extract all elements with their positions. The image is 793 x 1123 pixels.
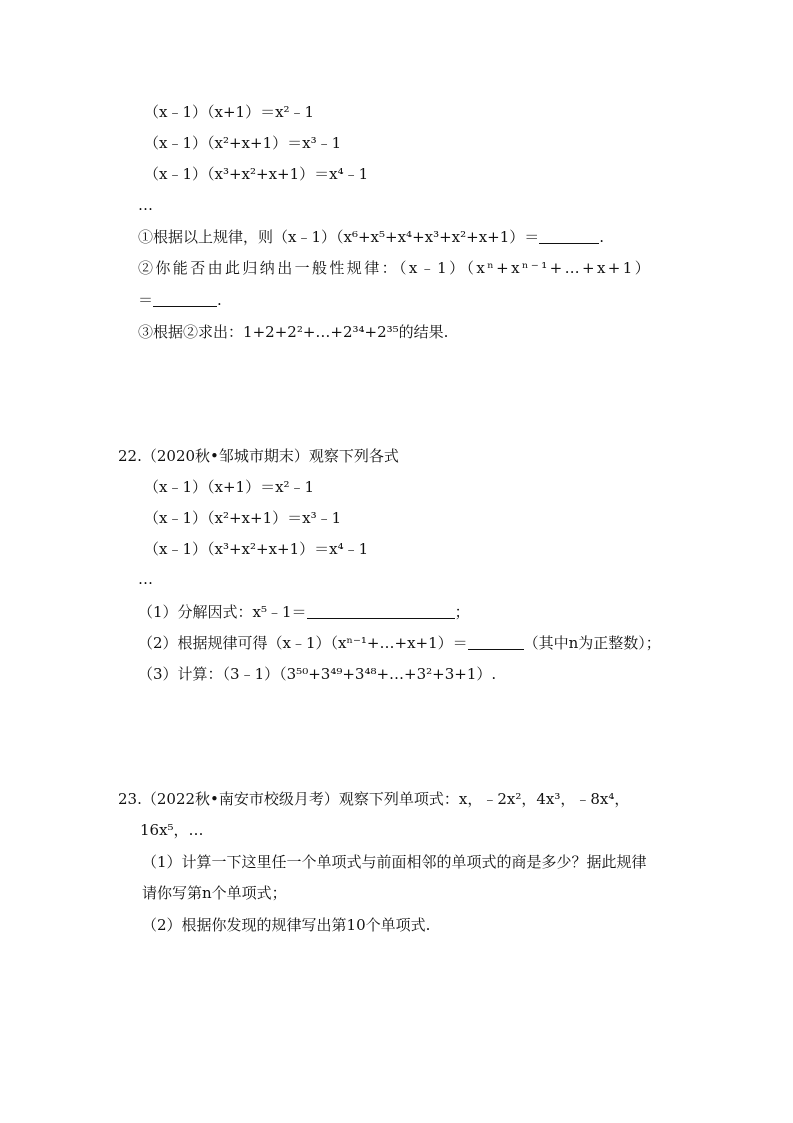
circled-number-1: ①	[138, 228, 154, 246]
semicolon: ；	[454, 603, 470, 621]
equals-sign: ＝	[138, 291, 154, 309]
circled-number-3: ③	[138, 323, 154, 341]
answer-blank	[468, 635, 524, 650]
problem-number: 23.	[118, 790, 142, 808]
sub-question-1: （1）计算一下这里任一个单项式与前面相邻的单项式的商是多少？据此规律	[142, 853, 647, 871]
problem-stem-continued: 16x⁵，…	[140, 821, 204, 839]
answer-blank	[307, 604, 455, 619]
question-3	[138, 322, 448, 342]
problem-stem: 观察下列各式	[308, 447, 399, 465]
eq-line-2: （x﹣1）（x²+x+1）＝x³﹣1	[144, 509, 342, 527]
period: .	[599, 228, 605, 246]
problem-number: 22.	[118, 447, 142, 465]
answer-blank	[539, 229, 599, 244]
sub-question-1-text: （1）分解因式：x⁵﹣1＝	[138, 603, 307, 621]
problem-stem: 观察下列单项式：x，﹣2x²，4x³，﹣8x⁴，	[338, 790, 630, 808]
question-1	[138, 227, 604, 247]
sub-question-2: （2）根据你发现的规律写出第10个单项式.	[142, 916, 431, 934]
ellipsis: …	[138, 570, 153, 588]
question-2-continued	[138, 290, 222, 310]
question-3-text-b: 求出：1+2+2²+…+2³⁴+2³⁵的结果.	[198, 323, 449, 341]
period: .	[217, 291, 222, 309]
problem-22-header	[118, 446, 399, 466]
answer-blank	[153, 292, 217, 307]
sub-question-2	[138, 633, 661, 653]
circled-number-ref: ②	[183, 323, 199, 341]
sub-question-3: （3）计算：（3﹣1）（3⁵⁰+3⁴⁹+3⁴⁸+…+3²+3+1）.	[138, 665, 497, 683]
problem-23-header	[118, 789, 629, 809]
problem-source: （2020秋•邹城市期末）	[141, 447, 309, 465]
eq-line-3: （x﹣1）（x³+x²+x+1）＝x⁴﹣1	[144, 540, 369, 558]
ellipsis: …	[138, 196, 153, 214]
sub-question-2-note: （其中n为正整数）；	[523, 634, 661, 652]
eq-line-1: （x﹣1）（x+1）＝x²﹣1	[144, 103, 315, 121]
question-2	[138, 258, 652, 278]
question-2-text: 你能否由此归纳出一般性规律：（x﹣1）（xⁿ+xⁿ⁻¹+…+x+1）	[155, 259, 653, 277]
question-1-text: 根据以上规律，则（x﹣1）（x⁶+x⁵+x⁴+x³+x²+x+1）＝	[153, 228, 540, 246]
sub-question-1	[138, 602, 470, 622]
eq-line-3: （x﹣1）（x³+x²+x+1）＝x⁴﹣1	[144, 165, 369, 183]
eq-line-1: （x﹣1）（x+1）＝x²﹣1	[144, 478, 315, 496]
eq-line-2: （x﹣1）（x²+x+1）＝x³﹣1	[144, 134, 342, 152]
circled-number-2: ②	[138, 259, 156, 277]
question-3-text-a: 根据	[153, 323, 184, 341]
sub-question-2-text: （2）根据规律可得（x﹣1）（xⁿ⁻¹+…+x+1）＝	[138, 634, 468, 652]
sub-question-1-continued: 请你写第n个单项式；	[142, 884, 287, 902]
problem-source: （2022秋•南安市校级月考）	[141, 790, 339, 808]
